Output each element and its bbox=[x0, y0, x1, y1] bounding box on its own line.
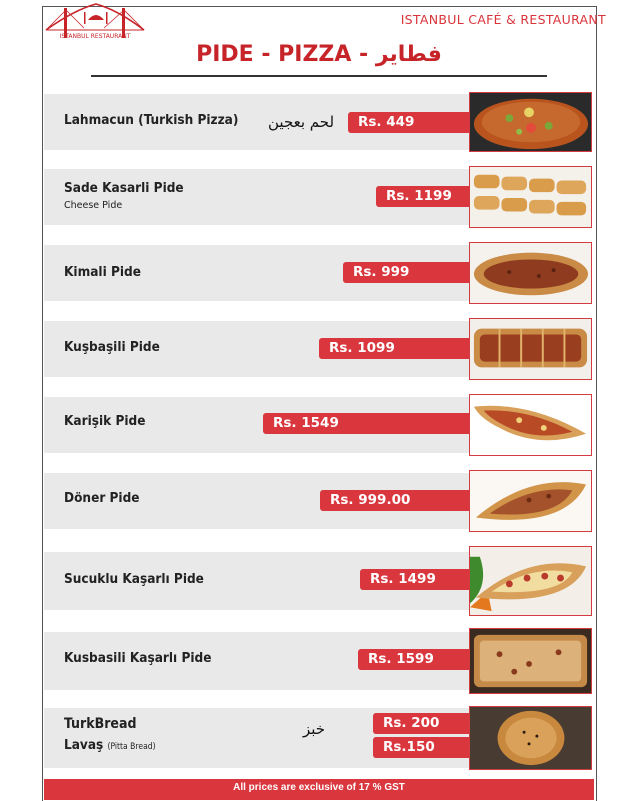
item-price: Rs. 1549 bbox=[263, 413, 469, 434]
lahmacun-photo bbox=[469, 92, 592, 152]
item-price: Rs. 1099 bbox=[319, 338, 469, 359]
menu-item-bread bbox=[44, 706, 594, 770]
karisik-pide-photo bbox=[469, 394, 592, 456]
item-name: Sade Kasarli Pide bbox=[64, 180, 184, 196]
item-name: Sucuklu Kaşarlı Pide bbox=[64, 571, 204, 587]
restaurant-name: ISTANBUL CAFÉ & RESTAURANT bbox=[400, 12, 606, 27]
item-price: Rs. 1499 bbox=[360, 569, 469, 590]
doner-pide-photo bbox=[469, 470, 592, 532]
item-name: Kusbasili Kaşarlı Pide bbox=[64, 650, 212, 666]
item-name: TurkBread bbox=[64, 716, 137, 732]
bread-note: (Pitta Bread) bbox=[107, 742, 156, 752]
price-note-footer: All prices are exclusive of 17 % GST bbox=[44, 779, 594, 800]
menu-item bbox=[44, 166, 594, 228]
kusbasili-pide-photo bbox=[469, 318, 592, 380]
menu-item bbox=[44, 318, 594, 380]
item-name: Kimali Pide bbox=[64, 264, 141, 280]
item-price: Rs. 999 bbox=[343, 262, 469, 283]
menu-item bbox=[44, 470, 594, 532]
section-title: PIDE - PIZZA - فطاير bbox=[196, 42, 442, 67]
title-divider bbox=[91, 75, 547, 77]
menu-item bbox=[44, 628, 594, 694]
item-name: Karişik Pide bbox=[64, 413, 146, 429]
item-name: Lahmacun (Turkish Pizza) bbox=[64, 112, 239, 128]
item-price: Rs. 1199 bbox=[376, 186, 469, 207]
menu-item bbox=[44, 394, 594, 456]
item-price: Rs.150 bbox=[373, 737, 469, 758]
sucuklu-pide-photo bbox=[469, 546, 592, 616]
item-arabic-name: خبز bbox=[303, 720, 326, 738]
item-arabic-name: لحم بعجين bbox=[268, 113, 335, 131]
item-subtitle: Cheese Pide bbox=[64, 200, 123, 211]
item-price: Rs. 1599 bbox=[358, 649, 469, 670]
menu-item bbox=[44, 242, 594, 304]
item-name: Kuşbaşili Pide bbox=[64, 339, 160, 355]
cheese-pide-photo bbox=[469, 166, 592, 228]
bread-name: Lavaş bbox=[64, 737, 104, 753]
item-price: Rs. 999.00 bbox=[320, 490, 469, 511]
item-name bbox=[64, 737, 156, 753]
bread-photo bbox=[469, 706, 592, 770]
menu-item bbox=[44, 546, 594, 616]
kimali-pide-photo bbox=[469, 242, 592, 304]
item-price: Rs. 449 bbox=[348, 112, 469, 133]
item-name: Döner Pide bbox=[64, 490, 140, 506]
kusbasili-kasarli-pide-photo bbox=[469, 628, 592, 694]
menu-item bbox=[44, 92, 594, 152]
logo-text: ISTANBUL RESTAURANT bbox=[59, 33, 131, 40]
item-price: Rs. 200 bbox=[373, 713, 469, 734]
